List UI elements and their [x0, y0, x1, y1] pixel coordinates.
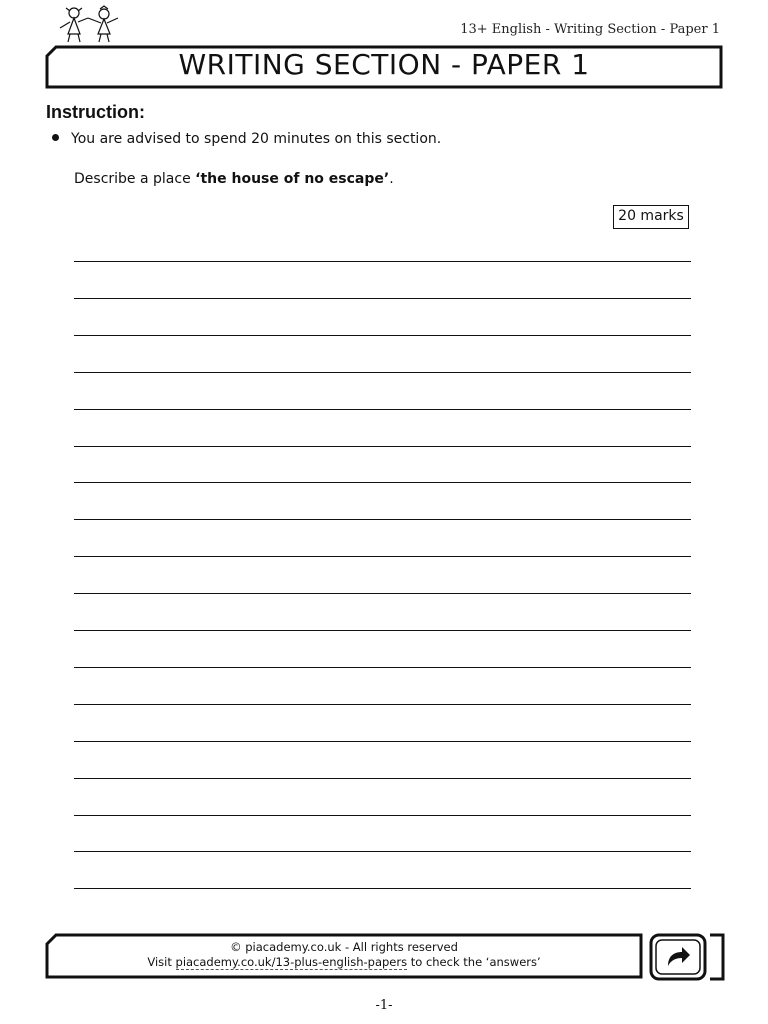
footer-text — [44, 940, 644, 970]
answer-line[interactable] — [74, 556, 691, 557]
answer-line[interactable] — [74, 704, 691, 705]
visit-suffix: to check the ‘answers’ — [407, 955, 541, 969]
answer-line[interactable] — [74, 815, 691, 816]
answer-line[interactable] — [74, 630, 691, 631]
bullet-text: You are advised to spend 20 minutes on this section. — [71, 131, 442, 147]
page-title: WRITING SECTION - PAPER 1 — [178, 48, 590, 81]
task-title: ‘the house of no escape’ — [195, 171, 390, 187]
answer-line[interactable] — [74, 261, 691, 262]
header-reference: 13+ English - Writing Section - Paper 1 — [460, 22, 720, 37]
answers-link[interactable]: piacademy.co.uk/13-plus-english-papers — [175, 955, 408, 969]
visit-prefix: Visit — [147, 955, 176, 969]
answer-line[interactable] — [74, 888, 691, 889]
footer-banner — [44, 932, 644, 980]
task-suffix: . — [389, 171, 394, 187]
copyright-text: © piacademy.co.uk - All rights reserved — [230, 940, 458, 954]
task-prefix: Describe a place — [74, 171, 196, 187]
answer-line[interactable] — [74, 667, 691, 668]
instruction-heading: Instruction: — [46, 102, 145, 122]
answer-line[interactable] — [74, 593, 691, 594]
instruction-bullet — [52, 131, 441, 147]
next-page-button[interactable] — [648, 932, 726, 982]
answer-line[interactable] — [74, 482, 691, 483]
answer-line[interactable] — [74, 372, 691, 373]
title-banner — [44, 44, 724, 90]
visit-line — [44, 955, 644, 970]
answer-line[interactable] — [74, 335, 691, 336]
answer-line[interactable] — [74, 778, 691, 779]
answer-line[interactable] — [74, 446, 691, 447]
writing-task — [74, 171, 394, 187]
stick-figures-logo-icon — [56, 4, 128, 44]
bullet-icon — [52, 134, 59, 141]
answer-line[interactable] — [74, 298, 691, 299]
answer-line[interactable] — [74, 409, 691, 410]
share-arrow-icon — [668, 947, 690, 966]
answer-line[interactable] — [74, 851, 691, 852]
answer-line[interactable] — [74, 741, 691, 742]
page-number: -1- — [375, 998, 393, 1013]
answer-line[interactable] — [74, 519, 691, 520]
marks-badge: 20 marks — [613, 205, 689, 229]
